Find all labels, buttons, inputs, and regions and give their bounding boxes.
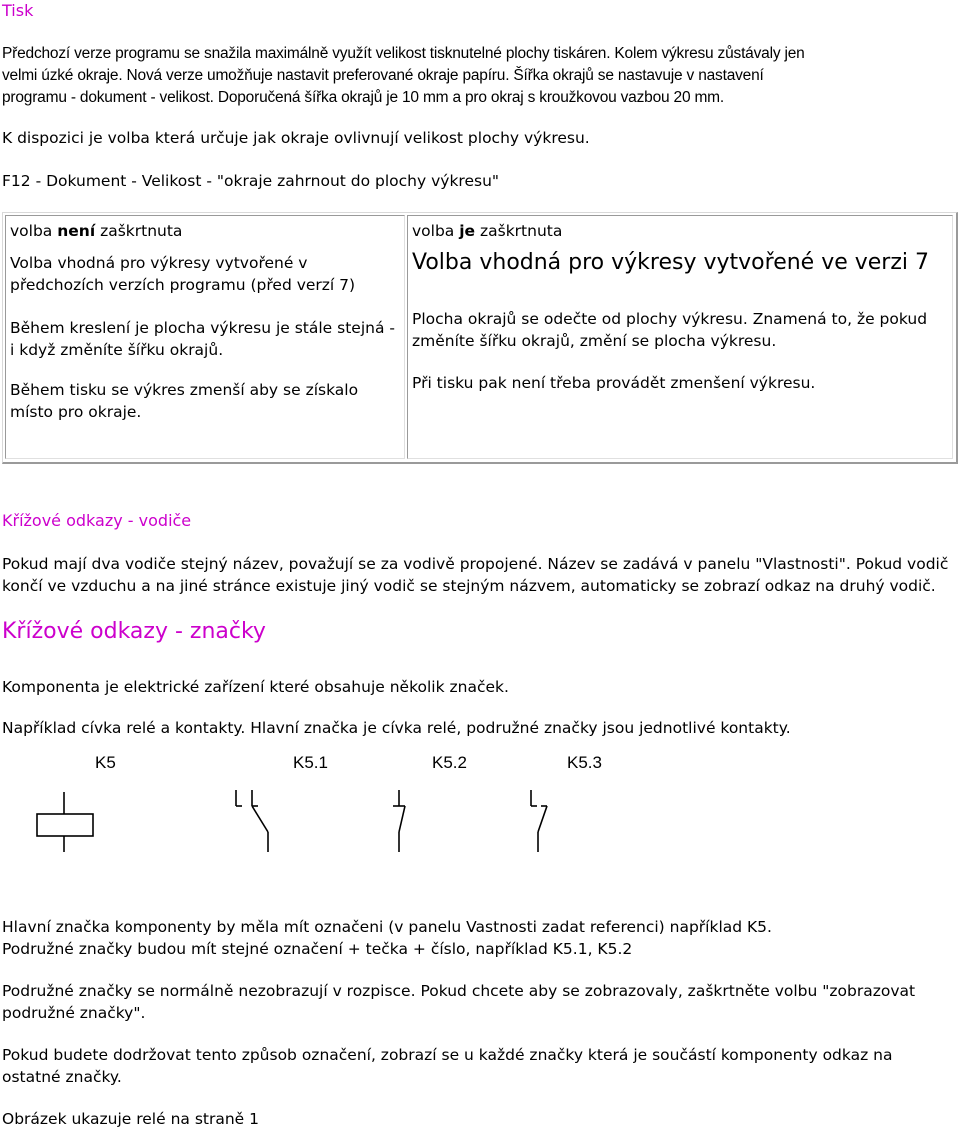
component-paragraph: Komponenta je elektrické zařízení které obsahuje několik značek.: [2, 678, 509, 696]
header-bold-word: není: [57, 222, 96, 240]
header-text: volba: [10, 222, 58, 240]
print-paragraph-line-3: programu - dokument - velikost. Doporučená šířka okrajů je 10 mm a pro okraj s kroužkovou vazbou 20 mm.: [2, 89, 725, 106]
table-line: Během tisku se výkres zmenší aby se získalo: [10, 381, 359, 399]
option-paragraph: K dispozici je volba která určuje jak okraje ovlivnují velikost plochy výkresu.: [2, 129, 590, 147]
print-paragraph-line-1: Předchozí verze programu se snažila maximálně využít velikost tisknutelné plochy tiskáren. Kolem výkresu zůstávaly jen: [2, 45, 805, 62]
table-line: změníte šířku okrajů, změní se plocha výkresu.: [412, 332, 777, 350]
main-symbol-line-2: Podružné značky budou mít stejné označení + tečka + číslo, například K5.1, K5.2: [2, 940, 633, 958]
wires-paragraph-line-2: končí ve vzduchu a na jiné stránce existuje jiný vodič se stejným názvem, automaticky se zobrazí odkaz na druhý vodič.: [2, 577, 936, 595]
symbol-label-k5: K5: [95, 753, 116, 772]
print-paragraph-line-2: velmi úzké okraje. Nová verze umožňuje nastavit preferované okraje papíru. Šířka okrajů se nastavuje v nastavení: [2, 67, 764, 84]
table-line: i když změníte šířku okrajů.: [10, 341, 224, 359]
symbol-label-k5-2: K5.2: [432, 753, 467, 772]
example-paragraph: Například cívka relé a kontakty. Hlavní značka je cívka relé, podružné značky jsou jednotlivé kontakty.: [2, 719, 791, 737]
hidden-symbols-line-2: podružné značky".: [2, 1004, 146, 1022]
header-text: volba: [412, 222, 460, 240]
follow-line-1: Pokud budete dodržovat tento způsob označení, zobrazí se u každé značky která je součástí komponenty odkaz na: [2, 1046, 893, 1064]
hidden-symbols-line-1: Podružné značky se normálně nezobrazují v rozpisce. Pokud chcete aby se zobrazovaly, zaškrtněte volbu "zobrazovat: [2, 982, 916, 1000]
menu-path: F12 - Dokument - Velikost - "okraje zahrnout do plochy výkresu": [2, 172, 500, 190]
main-symbol-line-1: Hlavní značka komponenty by měla mít označeni (v panelu Vastnosti zadat referenci) například K5.: [2, 918, 772, 936]
contact-icon: [531, 790, 547, 852]
follow-line-2: ostatné značky.: [2, 1068, 122, 1086]
header-text: zaškrtnuta: [95, 222, 183, 240]
options-table: [2, 212, 958, 464]
table-big-line: Volba vhodná pro výkresy vytvořené ve verzi 7: [412, 250, 929, 275]
table-line: Plocha okrajů se odečte od plochy výkresu. Znamená to, že pokud: [412, 310, 928, 328]
heading-cross-ref-symbols: Křížové odkazy - značky: [2, 619, 266, 644]
coil-icon: [37, 792, 93, 852]
table-line: místo pro okraje.: [10, 403, 142, 421]
wires-paragraph-line-1: Pokud mají dva vodiče stejný název, považují se za vodivě propojené. Název se zadává v panelu "Vlastnosti". Pokud vodič: [2, 555, 949, 573]
table-cell-checked: [407, 215, 953, 459]
table-line: Volba vhodná pro výkresy vytvořené v: [10, 254, 308, 272]
symbol-label-k5-1: K5.1: [293, 753, 328, 772]
table-line: předchozích verzích programu (před verzí 7): [10, 276, 356, 294]
table-cell-unchecked: [5, 215, 405, 459]
heading-print: Tisk: [2, 1, 34, 20]
table-header-unchecked: [10, 220, 182, 242]
heading-cross-ref-wires: Křížové odkazy - vodiče: [2, 511, 192, 530]
relay-symbols-figure: [0, 748, 620, 858]
table-header-checked: [412, 220, 562, 242]
table-line: Při tisku pak není třeba provádět zmenšení výkresu.: [412, 374, 816, 392]
header-bold-word: je: [459, 222, 476, 240]
table-line: Během kreslení je plocha výkresu je stále stejná -: [10, 319, 395, 337]
contact-icon: [393, 790, 405, 852]
symbol-label-k5-3: K5.3: [567, 753, 602, 772]
figure-caption: Obrázek ukazuje relé na straně 1: [2, 1110, 259, 1128]
header-text: zaškrtnuta: [475, 222, 563, 240]
contact-icon: [236, 790, 268, 852]
